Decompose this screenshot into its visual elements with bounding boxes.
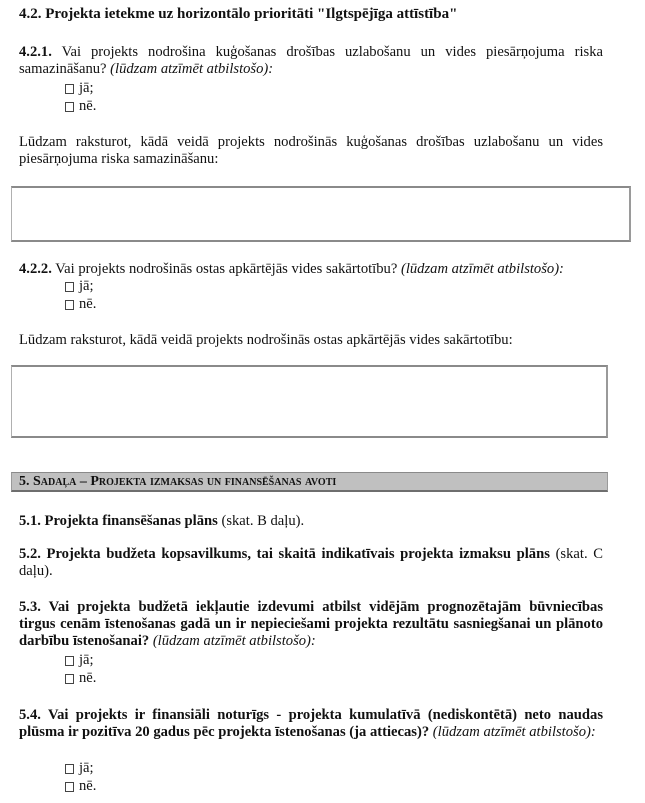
option-no-5-3[interactable] [65,670,96,687]
checkbox-icon[interactable] [65,102,74,112]
question-text: Vai projekts nodrošinās ostas apkārtējās vides sakārtotību? [51,261,401,277]
item-reference: (skat. C daļu). [19,546,603,579]
option-no-4-2-2[interactable] [65,296,96,313]
question-text: Vai projekts nodrošina kuģošanas drošības uzlabošanu un vides piesārņojuma riska samazināšanu? [19,44,603,77]
checkbox-icon[interactable] [65,674,74,684]
option-label: nē. [79,778,97,794]
item-title: 5.1. Projekta finansēšanas plāns [19,513,218,529]
question-number: 4.2.2. [19,261,52,277]
question-hint: (lūdzam atzīmēt atbilstošo): [429,724,596,740]
item-5-2 [19,546,603,580]
option-yes-5-4[interactable] [65,760,94,777]
item-5-1 [19,513,603,530]
item-reference: (skat. B daļu). [217,513,305,529]
checkbox-icon[interactable] [65,300,74,310]
option-no-4-2-1[interactable] [65,98,96,115]
option-label: jā; [79,278,94,294]
checkbox-icon[interactable] [65,84,74,94]
question-number: 4.2.1. [19,44,52,60]
checkbox-icon[interactable] [65,282,74,292]
option-label: jā; [79,652,94,668]
answer-textbox-4-2-1[interactable] [11,186,631,242]
question-hint: (lūdzam atzīmēt atbilstošo): [400,261,564,277]
option-label: nē. [79,98,97,114]
option-yes-4-2-1[interactable] [65,80,94,97]
question-hint: (lūdzam atzīmēt atbilstošo): [149,633,316,649]
question-4-2-1 [19,44,603,78]
checkbox-icon[interactable] [65,782,74,792]
answer-textbox-4-2-2[interactable] [11,365,608,438]
section-5-header-bar: 5. Sadaļa – Projekta izmaksas un finansēšanas avoti [11,472,608,492]
question-text: 5.4. Vai projekts ir finansiāli noturīgs - projekta kumulatīvā (nediskontētā) neto naudas plūsma ir pozitīva 20 gadus pēc projekta īstenošanas (ja attiecas)? [19,707,603,740]
question-text: 5.3. Vai projekta budžetā iekļautie izdevumi atbilst vidējām prognozētajām būvniecības tirgus cenām īstenošanas gadā un ir nepieciešami projekta rezultātu sasniegšanai un plānoto darbību īstenošanai? [19,599,603,649]
section-4-2-heading: 4.2. Projekta ietekme uz horizontālo prioritāti "Ilgtspējīga attīstība" [19,6,458,22]
describe-prompt-4-2-2: Lūdzam raksturot, kādā veidā projekts nodrošinās ostas apkārtējās vides sakārtotību: [19,332,513,348]
option-label: nē. [79,296,97,312]
option-yes-5-3[interactable] [65,652,94,669]
option-label: jā; [79,760,94,776]
question-5-4 [19,707,603,741]
checkbox-icon[interactable] [65,656,74,666]
option-label: jā; [79,80,94,96]
option-no-5-4[interactable] [65,778,96,795]
question-hint: (lūdzam atzīmēt atbilstošo): [110,61,274,77]
question-5-3 [19,599,603,650]
option-yes-4-2-2[interactable] [65,278,94,295]
question-4-2-2 [19,261,603,278]
checkbox-icon[interactable] [65,764,74,774]
option-label: nē. [79,670,97,686]
describe-prompt-4-2-1: Lūdzam raksturot, kādā veidā projekts nodrošinās kuģošanas drošības uzlabošanu un vides piesārņojuma riska samazināšanu: [19,134,603,167]
item-title: 5.2. Projekta budžeta kopsavilkums, tai skaitā indikatīvais projekta izmaksu plāns [19,546,550,562]
